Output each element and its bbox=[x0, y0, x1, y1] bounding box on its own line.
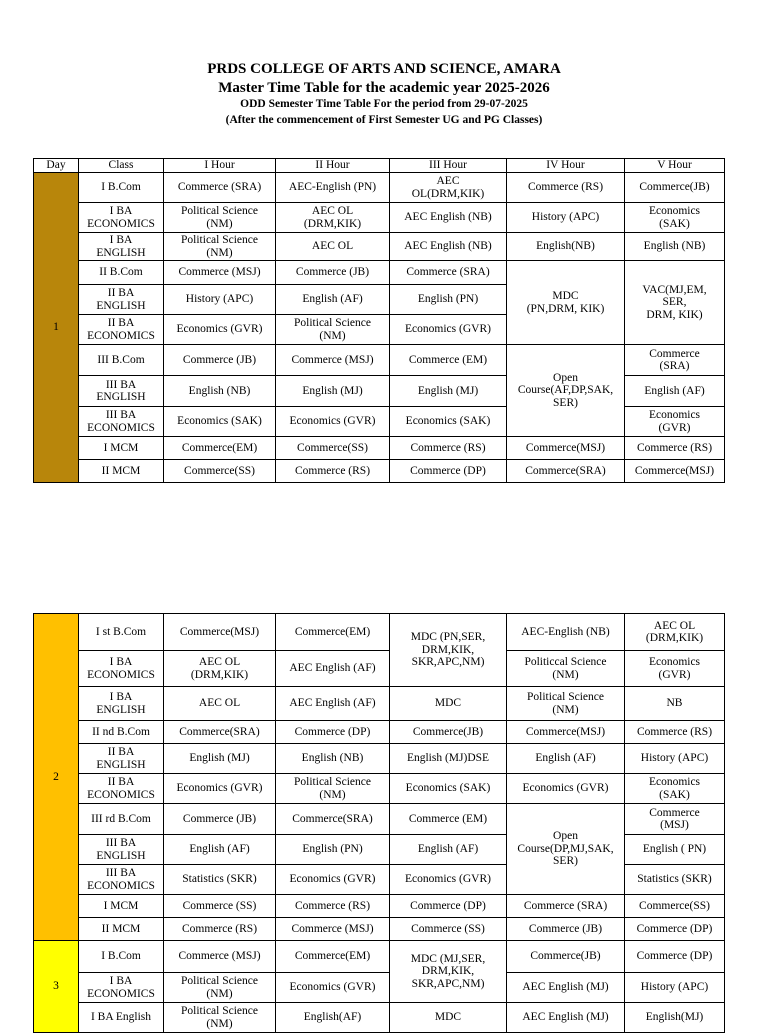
class-cell: I BA ECONOMICS bbox=[79, 203, 164, 233]
column-header: I Hour bbox=[164, 159, 276, 173]
period-cell: Commerce(SS) bbox=[276, 437, 390, 460]
period-cell: Commerce (DP) bbox=[390, 460, 507, 483]
class-cell: III BA ECONOMICS bbox=[79, 407, 164, 437]
class-cell: II BA ENGLISH bbox=[79, 285, 164, 315]
period-cell: English (MJ) bbox=[164, 744, 276, 774]
period-cell: English (AF) bbox=[507, 744, 625, 774]
period-cell: Commerce (SRA) bbox=[164, 173, 276, 203]
class-cell: III BA ECONOMICS bbox=[79, 865, 164, 895]
period-cell: Commerce(JB) bbox=[390, 721, 507, 744]
class-cell: II MCM bbox=[79, 918, 164, 941]
day-label: 3 bbox=[34, 941, 79, 1033]
class-cell: II BA ECONOMICS bbox=[79, 315, 164, 345]
timetable-period: ODD Semester Time Table For the period from 29-07-2025 bbox=[240, 98, 528, 110]
day-label: 2 bbox=[34, 614, 79, 941]
period-cell: Commerce (EM) bbox=[390, 345, 507, 376]
period-cell: Politiccal Science (NM) bbox=[507, 651, 625, 687]
class-cell: I MCM bbox=[79, 895, 164, 918]
period-cell: Political Science (NM) bbox=[164, 973, 276, 1003]
period-cell: NB bbox=[625, 687, 725, 721]
table-row bbox=[34, 687, 725, 721]
period-cell: Commerce(MSJ) bbox=[507, 721, 625, 744]
class-cell: II BA ENGLISH bbox=[79, 744, 164, 774]
period-cell: Commerce (MSJ) bbox=[164, 941, 276, 973]
period-cell: Commerce(JB) bbox=[625, 173, 725, 203]
column-header: Class bbox=[79, 159, 164, 173]
period-cell: English (PN) bbox=[390, 285, 507, 315]
period-cell: Economics (SAK) bbox=[625, 774, 725, 804]
period-cell: Economics (GVR) bbox=[164, 315, 276, 345]
period-cell: MDC (MJ,SER, DRM,KIK, SKR,APC,NM) bbox=[390, 941, 507, 1003]
period-cell: Economics (SAK) bbox=[625, 203, 725, 233]
period-cell: Economics (GVR) bbox=[276, 407, 390, 437]
period-cell: English(AF) bbox=[276, 1003, 390, 1033]
period-cell: Commerce (RS) bbox=[625, 721, 725, 744]
timetable-day-2-3 bbox=[33, 613, 725, 1033]
column-header: II Hour bbox=[276, 159, 390, 173]
period-cell: History (APC) bbox=[507, 203, 625, 233]
period-cell: MDC bbox=[390, 687, 507, 721]
period-cell: Commerce (JB) bbox=[164, 345, 276, 376]
period-cell: English (MJ)DSE bbox=[390, 744, 507, 774]
table-row bbox=[34, 774, 725, 804]
period-cell: AEC English (MJ) bbox=[507, 1003, 625, 1033]
table-row bbox=[34, 918, 725, 941]
period-cell: Economics (GVR) bbox=[390, 315, 507, 345]
table-row bbox=[34, 721, 725, 744]
period-cell: Commerce (RS) bbox=[276, 895, 390, 918]
period-cell: English (NB) bbox=[164, 376, 276, 407]
table-row bbox=[34, 804, 725, 835]
period-cell: English (MJ) bbox=[276, 376, 390, 407]
period-cell: English (AF) bbox=[390, 835, 507, 865]
period-cell: Commerce(SRA) bbox=[276, 804, 390, 835]
class-cell: I BA ENGLISH bbox=[79, 233, 164, 261]
period-cell: Commerce (JB) bbox=[276, 261, 390, 285]
table-row bbox=[34, 614, 725, 651]
period-cell: Economics (GVR) bbox=[625, 651, 725, 687]
period-cell: Commerce (MSJ) bbox=[625, 804, 725, 835]
period-cell: Commerce (SS) bbox=[390, 918, 507, 941]
period-cell: Commerce (MSJ) bbox=[276, 918, 390, 941]
period-cell: Commerce (JB) bbox=[507, 918, 625, 941]
period-cell: Economics (SAK) bbox=[390, 774, 507, 804]
class-cell: II B.Com bbox=[79, 261, 164, 285]
period-cell: AEC OL (DRM,KIK) bbox=[164, 651, 276, 687]
class-cell: I st B.Com bbox=[79, 614, 164, 651]
table-row bbox=[34, 651, 725, 687]
period-cell: Economics (GVR) bbox=[276, 865, 390, 895]
period-cell: Political Science (NM) bbox=[276, 315, 390, 345]
table-row bbox=[34, 460, 725, 483]
class-cell: II nd B.Com bbox=[79, 721, 164, 744]
table-row bbox=[34, 744, 725, 774]
period-cell: Commerce (DP) bbox=[276, 721, 390, 744]
period-cell: English (AF) bbox=[625, 376, 725, 407]
period-cell: AEC English (AF) bbox=[276, 651, 390, 687]
period-cell: Commerce (MSJ) bbox=[276, 345, 390, 376]
period-cell: AEC-English (PN) bbox=[276, 173, 390, 203]
period-cell: Commerce (SRA) bbox=[507, 895, 625, 918]
table-row bbox=[34, 1003, 725, 1033]
period-cell: English (AF) bbox=[164, 835, 276, 865]
class-cell: III BA ENGLISH bbox=[79, 835, 164, 865]
period-cell: MDC bbox=[390, 1003, 507, 1033]
period-cell: AEC English (AF) bbox=[276, 687, 390, 721]
period-cell: Commerce(EM) bbox=[164, 437, 276, 460]
period-cell: Commerce (DP) bbox=[625, 918, 725, 941]
period-cell: AEC-English (NB) bbox=[507, 614, 625, 651]
period-cell: Commerce(EM) bbox=[276, 614, 390, 651]
period-cell: Economics (GVR) bbox=[164, 774, 276, 804]
period-cell: Commerce (RS) bbox=[390, 437, 507, 460]
class-cell: II BA ECONOMICS bbox=[79, 774, 164, 804]
period-cell: English(MJ) bbox=[625, 1003, 725, 1033]
class-cell: I B.Com bbox=[79, 173, 164, 203]
period-cell: English (MJ) bbox=[390, 376, 507, 407]
college-name: PRDS COLLEGE OF ARTS AND SCIENCE, AMARA bbox=[207, 61, 561, 77]
period-cell: AEC OL bbox=[276, 233, 390, 261]
period-cell: Commerce(SRA) bbox=[164, 721, 276, 744]
period-cell: Open Course(DP,MJ,SAK, SER) bbox=[507, 804, 625, 895]
period-cell: Commerce(SRA) bbox=[507, 460, 625, 483]
period-cell: Economics (SAK) bbox=[390, 407, 507, 437]
class-cell: I B.Com bbox=[79, 941, 164, 973]
period-cell: Commerce(SS) bbox=[164, 460, 276, 483]
period-cell: Commerce (RS) bbox=[507, 173, 625, 203]
class-cell: III B.Com bbox=[79, 345, 164, 376]
period-cell: Statistics (SKR) bbox=[625, 865, 725, 895]
period-cell: English (AF) bbox=[276, 285, 390, 315]
period-cell: Commerce(MSJ) bbox=[507, 437, 625, 460]
period-cell: Economics (GVR) bbox=[276, 973, 390, 1003]
period-cell: AEC OL(DRM,KIK) bbox=[390, 173, 507, 203]
period-cell: Commerce (EM) bbox=[390, 804, 507, 835]
period-cell: Statistics (SKR) bbox=[164, 865, 276, 895]
timetable-day-1 bbox=[33, 158, 725, 483]
period-cell: Commerce(MSJ) bbox=[164, 614, 276, 651]
column-header: III Hour bbox=[390, 159, 507, 173]
period-cell: Commerce (DP) bbox=[625, 941, 725, 973]
period-cell: History (APC) bbox=[625, 973, 725, 1003]
period-cell: AEC English (MJ) bbox=[507, 973, 625, 1003]
table-row bbox=[34, 895, 725, 918]
period-cell: AEC English (NB) bbox=[390, 203, 507, 233]
table-row bbox=[34, 941, 725, 973]
period-cell: Economics (SAK) bbox=[164, 407, 276, 437]
table-row bbox=[34, 437, 725, 460]
period-cell: Political Science (NM) bbox=[164, 1003, 276, 1033]
period-cell: AEC English (NB) bbox=[390, 233, 507, 261]
period-cell: MDC (PN,DRM, KIK) bbox=[507, 261, 625, 345]
period-cell: AEC OL bbox=[164, 687, 276, 721]
period-cell: Commerce (SRA) bbox=[625, 345, 725, 376]
period-cell: Commerce(MSJ) bbox=[625, 460, 725, 483]
period-cell: Commerce(EM) bbox=[276, 941, 390, 973]
period-cell: Commerce (DP) bbox=[390, 895, 507, 918]
timetable-title: Master Time Table for the academic year 2025-2026 bbox=[218, 80, 550, 96]
class-cell: I BA ECONOMICS bbox=[79, 651, 164, 687]
period-cell: Political Science (NM) bbox=[276, 774, 390, 804]
period-cell: AEC OL (DRM,KIK) bbox=[625, 614, 725, 651]
period-cell: Commerce (MSJ) bbox=[164, 261, 276, 285]
period-cell: History (APC) bbox=[625, 744, 725, 774]
class-cell: I BA ENGLISH bbox=[79, 687, 164, 721]
column-header: IV Hour bbox=[507, 159, 625, 173]
period-cell: History (APC) bbox=[164, 285, 276, 315]
period-cell: Economics (GVR) bbox=[390, 865, 507, 895]
table-row bbox=[34, 203, 725, 233]
class-cell: II MCM bbox=[79, 460, 164, 483]
period-cell: Economics (GVR) bbox=[625, 407, 725, 437]
table-row bbox=[34, 345, 725, 376]
table-row bbox=[34, 973, 725, 1003]
period-cell: VAC(MJ,EM, SER, DRM, KIK) bbox=[625, 261, 725, 345]
period-cell: Commerce (JB) bbox=[164, 804, 276, 835]
day-label: 1 bbox=[34, 173, 79, 483]
period-cell: Political Science (NM) bbox=[164, 203, 276, 233]
column-header: V Hour bbox=[625, 159, 725, 173]
column-header: Day bbox=[34, 159, 79, 173]
class-cell: I BA English bbox=[79, 1003, 164, 1033]
table-row bbox=[34, 233, 725, 261]
period-cell: Commerce(JB) bbox=[507, 941, 625, 973]
period-cell: Political Science (NM) bbox=[164, 233, 276, 261]
period-cell: MDC (PN,SER, DRM,KIK, SKR,APC,NM) bbox=[390, 614, 507, 687]
class-cell: I MCM bbox=[79, 437, 164, 460]
period-cell: English (PN) bbox=[276, 835, 390, 865]
period-cell: Commerce (RS) bbox=[164, 918, 276, 941]
period-cell: Commerce(SS) bbox=[625, 895, 725, 918]
period-cell: Political Science (NM) bbox=[507, 687, 625, 721]
class-cell: I BA ECONOMICS bbox=[79, 973, 164, 1003]
timetable-note: (After the commencement of First Semester UG and PG Classes) bbox=[225, 114, 543, 126]
period-cell: Commerce (RS) bbox=[625, 437, 725, 460]
column-header-row bbox=[34, 159, 725, 173]
table-row bbox=[34, 261, 725, 285]
period-cell: English (NB) bbox=[276, 744, 390, 774]
period-cell: English ( PN) bbox=[625, 835, 725, 865]
period-cell: English (NB) bbox=[625, 233, 725, 261]
period-cell: Open Course(AF,DP,SAK, SER) bbox=[507, 345, 625, 437]
period-cell: Economics (GVR) bbox=[507, 774, 625, 804]
period-cell: Commerce (SRA) bbox=[390, 261, 507, 285]
period-cell: English(NB) bbox=[507, 233, 625, 261]
period-cell: Commerce (RS) bbox=[276, 460, 390, 483]
class-cell: III rd B.Com bbox=[79, 804, 164, 835]
period-cell: AEC OL (DRM,KIK) bbox=[276, 203, 390, 233]
class-cell: III BA ENGLISH bbox=[79, 376, 164, 407]
period-cell: Commerce (SS) bbox=[164, 895, 276, 918]
table-row bbox=[34, 173, 725, 203]
